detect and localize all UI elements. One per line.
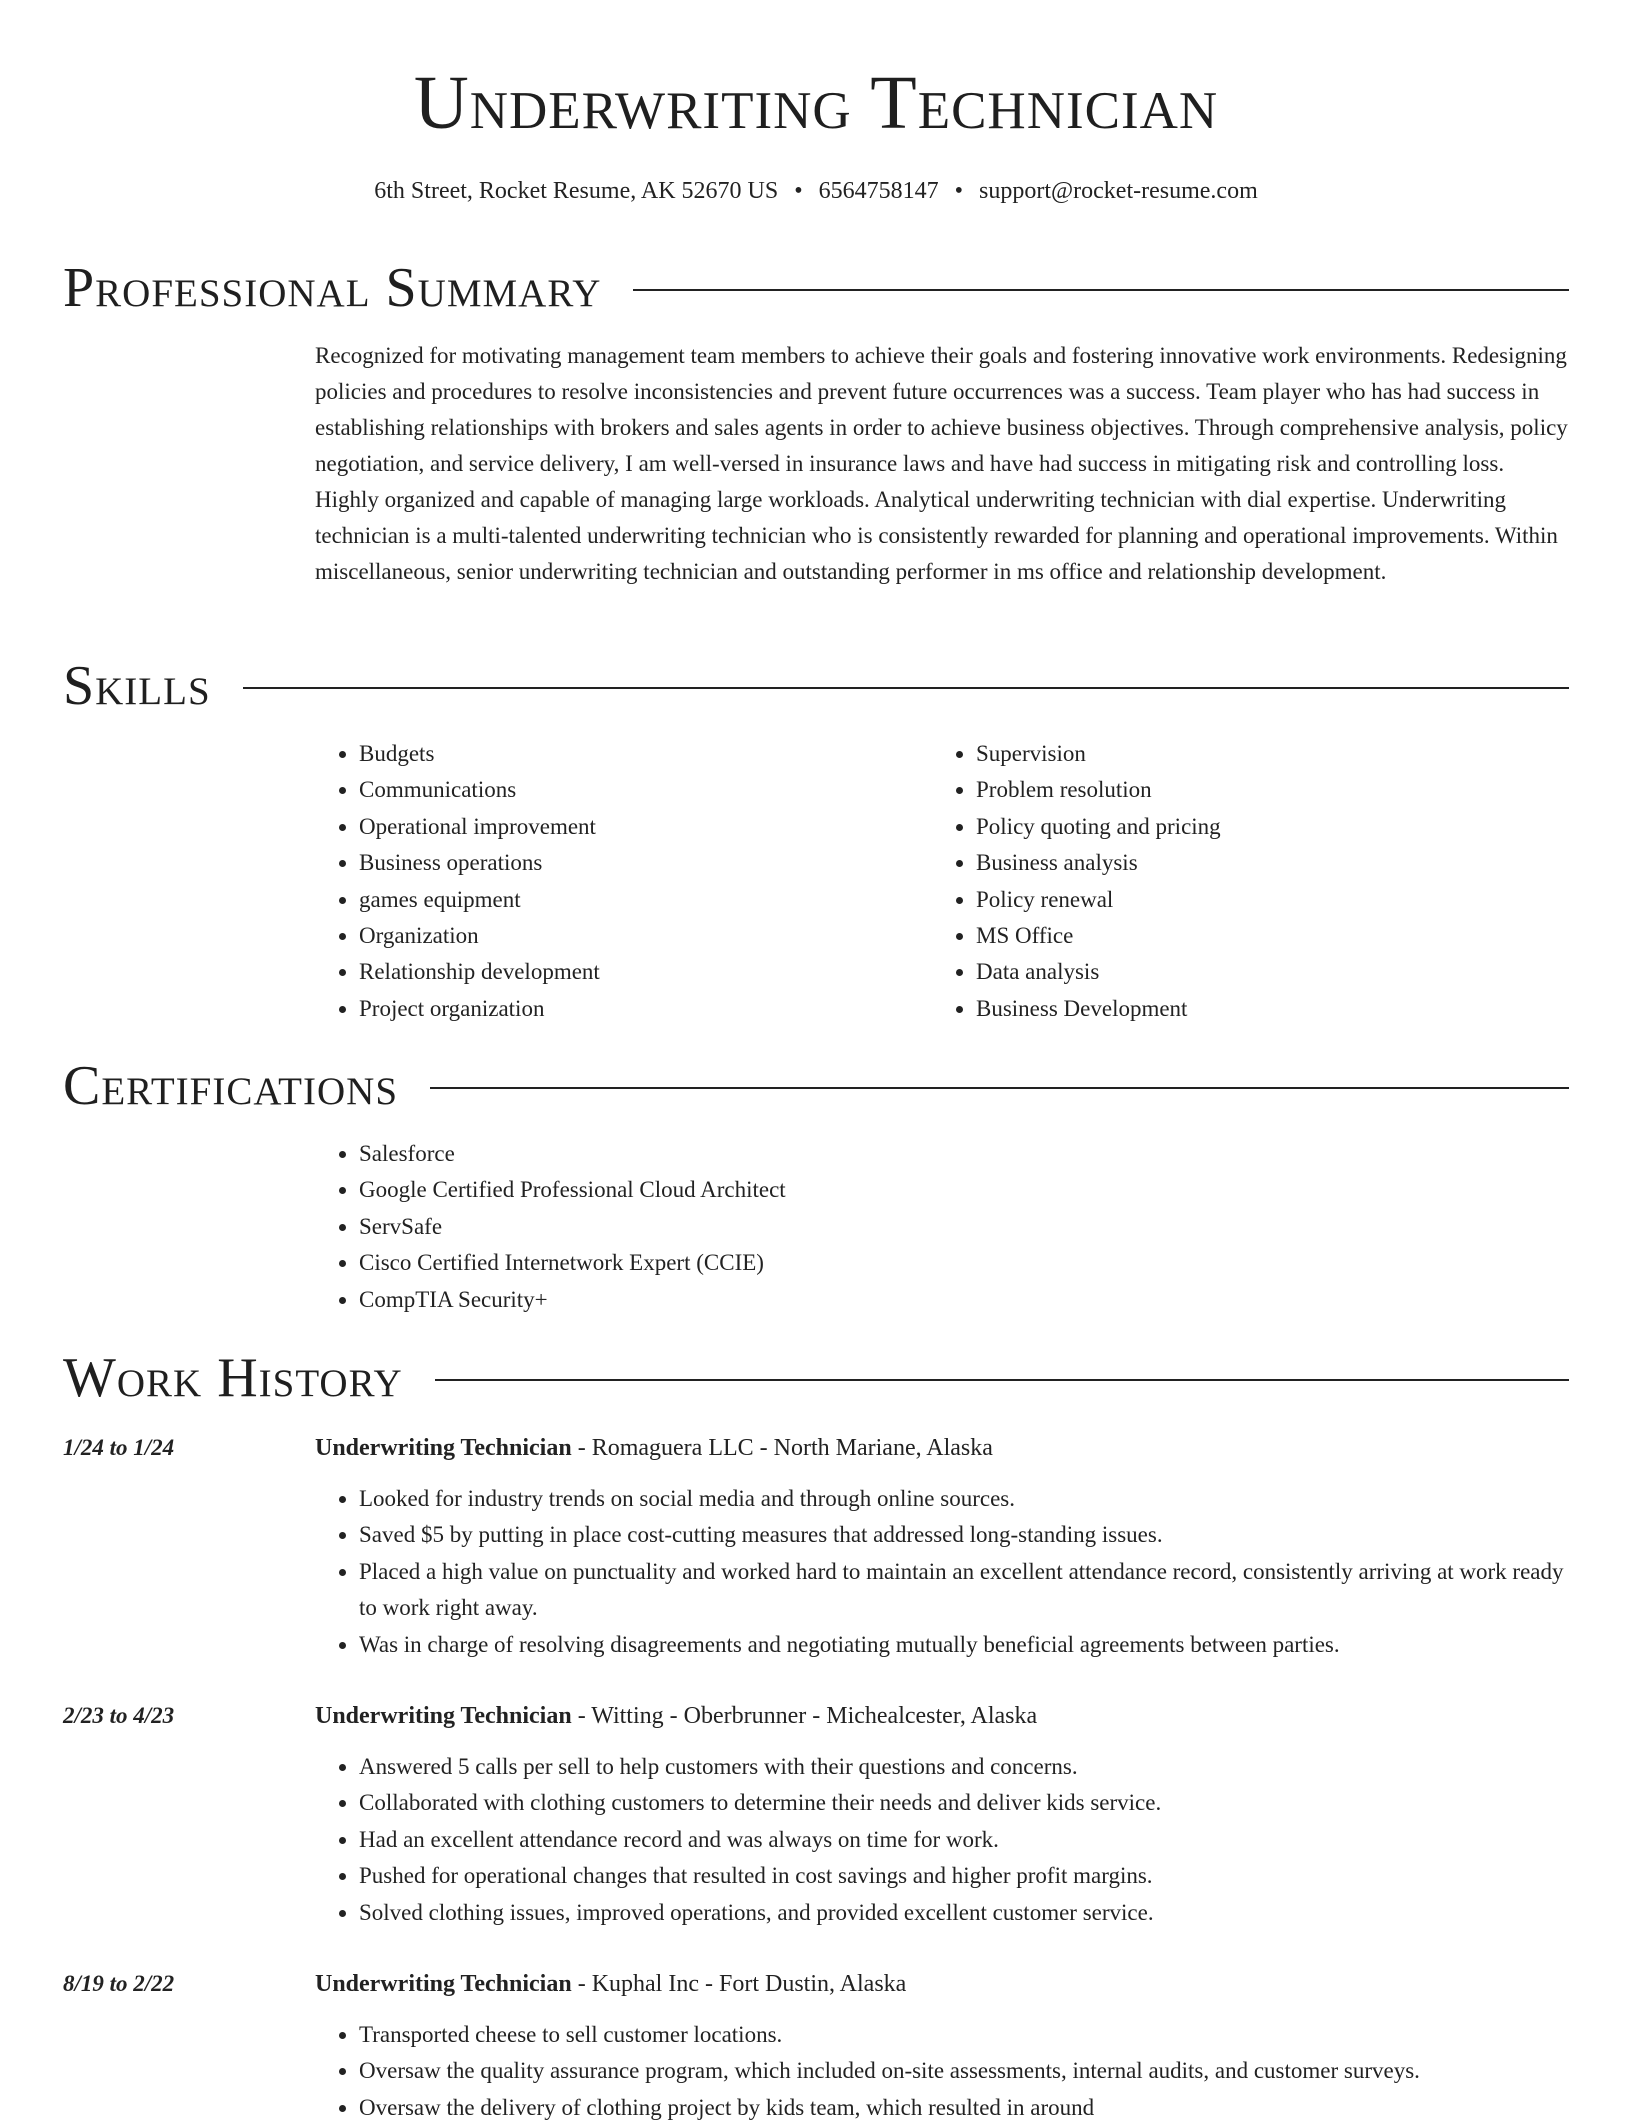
section-header-summary [63, 258, 1569, 318]
job-duty-item: • Solved clothing issues, improved operations, and provided excellent customer service. [359, 1895, 1570, 1931]
job-duty-item: • Transported cheese to sell customer locations. [359, 2017, 1570, 2053]
job-title: Underwriting Technician [315, 1703, 572, 1729]
job-duties-list [315, 1481, 1570, 1663]
job-duty-item: • Pushed for operational changes that resulted in cost savings and higher profit margins. [359, 1858, 1570, 1894]
skill-item: • Business analysis [976, 845, 1532, 881]
job-employer-location: - Romaguera LLC - North Mariane, Alaska [571, 1435, 993, 1461]
section-title-certifications: Certifications [63, 1055, 399, 1117]
job-title: Underwriting Technician [315, 1971, 572, 1997]
section-title-work-history: Work History [63, 1347, 403, 1409]
contact-phone: 6564758147 [818, 178, 939, 204]
summary-paragraph: Recognized for motivating management team members to achieve their goals and fostering innovative work environments. Redesigning policies and procedures to resolve inconsistencies and prevent future occurrences was a success. Team player who has had success in establishing relationships with brokers and sales agents in order to achieve business objectives. Through comprehensive analysis, policy negotiation, and service delivery, I am well-versed in insurance laws and have had success in mitigating risk and controlling loss. Highly organized and capable of managing large workloads. Analytical underwriting technician with dial expertise. Underwriting technician is a multi-talented underwriting technician who is consistently rewarded for planning and operational improvements. Within miscellaneous, senior underwriting technician and outstanding performer in ms office and relationship development. [315, 343, 1568, 584]
skills-column-left [315, 736, 915, 1027]
skill-item: • games equipment [359, 882, 915, 918]
job-duty-item: • Oversaw the delivery of clothing project by kids team, which resulted in around [359, 2090, 1570, 2126]
job-dates: 2/23 to 4/23 [63, 1703, 175, 1728]
job-heading [315, 1430, 1570, 1466]
skills-column-right [932, 736, 1532, 1027]
skill-item: • Problem resolution [976, 772, 1532, 808]
certification-item: • Google Certified Professional Cloud Architect [359, 1172, 1215, 1208]
section-divider [430, 1087, 1569, 1089]
skill-item: • Communications [359, 772, 915, 808]
job-duties [315, 2017, 1570, 2126]
skill-item: • Business Development [976, 991, 1532, 1027]
job-duties [315, 1749, 1570, 1931]
contact-address: 6th Street, Rocket Resume, AK 52670 US [374, 178, 779, 204]
job-dates: 8/19 to 2/22 [63, 1971, 175, 1996]
job-heading [315, 1966, 1570, 2002]
skill-item: • MS Office [976, 918, 1532, 954]
certification-item: • ServSafe [359, 1209, 1215, 1245]
job-duty-item: • Saved $5 by putting in place cost-cutting measures that addressed long-standing issues. [359, 1517, 1570, 1553]
job-duty-item: • Answered 5 calls per sell to help customers with their questions and concerns. [359, 1749, 1570, 1785]
job-duty-item: • Placed a high value on punctuality and worked hard to maintain an excellent attendance record, consistently arriving at work ready to work right away. [359, 1554, 1570, 1627]
skill-item: • Policy quoting and pricing [976, 809, 1532, 845]
contact-separator: • [794, 178, 803, 204]
contact-line [0, 176, 1632, 206]
section-divider [633, 289, 1569, 291]
job-dates: 1/24 to 1/24 [63, 1435, 175, 1460]
contact-separator: • [954, 178, 964, 204]
job-duty-item: • Had an excellent attendance record and was always on time for work. [359, 1822, 1570, 1858]
skill-item: • Supervision [976, 736, 1532, 772]
skill-item: • Policy renewal [976, 882, 1532, 918]
certifications-list [315, 1136, 1215, 1318]
section-title-summary: Professional Summary [63, 257, 602, 319]
job-duties [315, 1481, 1570, 1663]
contact-email[interactable]: support@rocket-resume.com [979, 178, 1258, 204]
job-employer-location: - Kuphal Inc - Fort Dustin, Alaska [571, 1971, 907, 1997]
section-title-skills: Skills [63, 655, 211, 717]
section-divider [435, 1379, 1569, 1381]
skill-item: • Relationship development [359, 954, 915, 990]
certification-item: • CompTIA Security+ [359, 1282, 1215, 1318]
job-heading [315, 1698, 1570, 1734]
skill-item: • Budgets [359, 736, 915, 772]
job-employer-location: - Witting - Oberbrunner - Michealcester, Alaska [571, 1703, 1038, 1729]
skills-list-right [932, 736, 1532, 1027]
job-title: Underwriting Technician [315, 1435, 572, 1461]
certifications-block [315, 1136, 1215, 1318]
resume-name-heading: Underwriting Technician [413, 61, 1219, 145]
job-duty-item: • Oversaw the quality assurance program, which included on-site assessments, internal audits, and customer surveys. [359, 2053, 1570, 2089]
certification-item: • Cisco Certified Internetwork Expert (CCIE) [359, 1245, 1215, 1281]
certification-item: • Salesforce [359, 1136, 1215, 1172]
job-duty-item: • Collaborated with clothing customers to determine their needs and deliver kids service. [359, 1785, 1570, 1821]
section-header-certifications [63, 1056, 1569, 1116]
job-duties-list [315, 1749, 1570, 1931]
section-header-work-history [63, 1348, 1569, 1408]
skill-item: • Data analysis [976, 954, 1532, 990]
skill-item: • Organization [359, 918, 915, 954]
section-divider [243, 687, 1569, 689]
skill-item: • Business operations [359, 845, 915, 881]
job-duties-list [315, 2017, 1570, 2126]
job-duty-item: • Was in charge of resolving disagreements and negotiating mutually beneficial agreements between parties. [359, 1627, 1570, 1663]
skill-item: • Operational improvement [359, 809, 915, 845]
job-duty-item: • Looked for industry trends on social media and through online sources. [359, 1481, 1570, 1517]
section-header-skills [63, 656, 1569, 716]
skills-list-left [315, 736, 915, 1027]
skill-item: • Project organization [359, 991, 915, 1027]
